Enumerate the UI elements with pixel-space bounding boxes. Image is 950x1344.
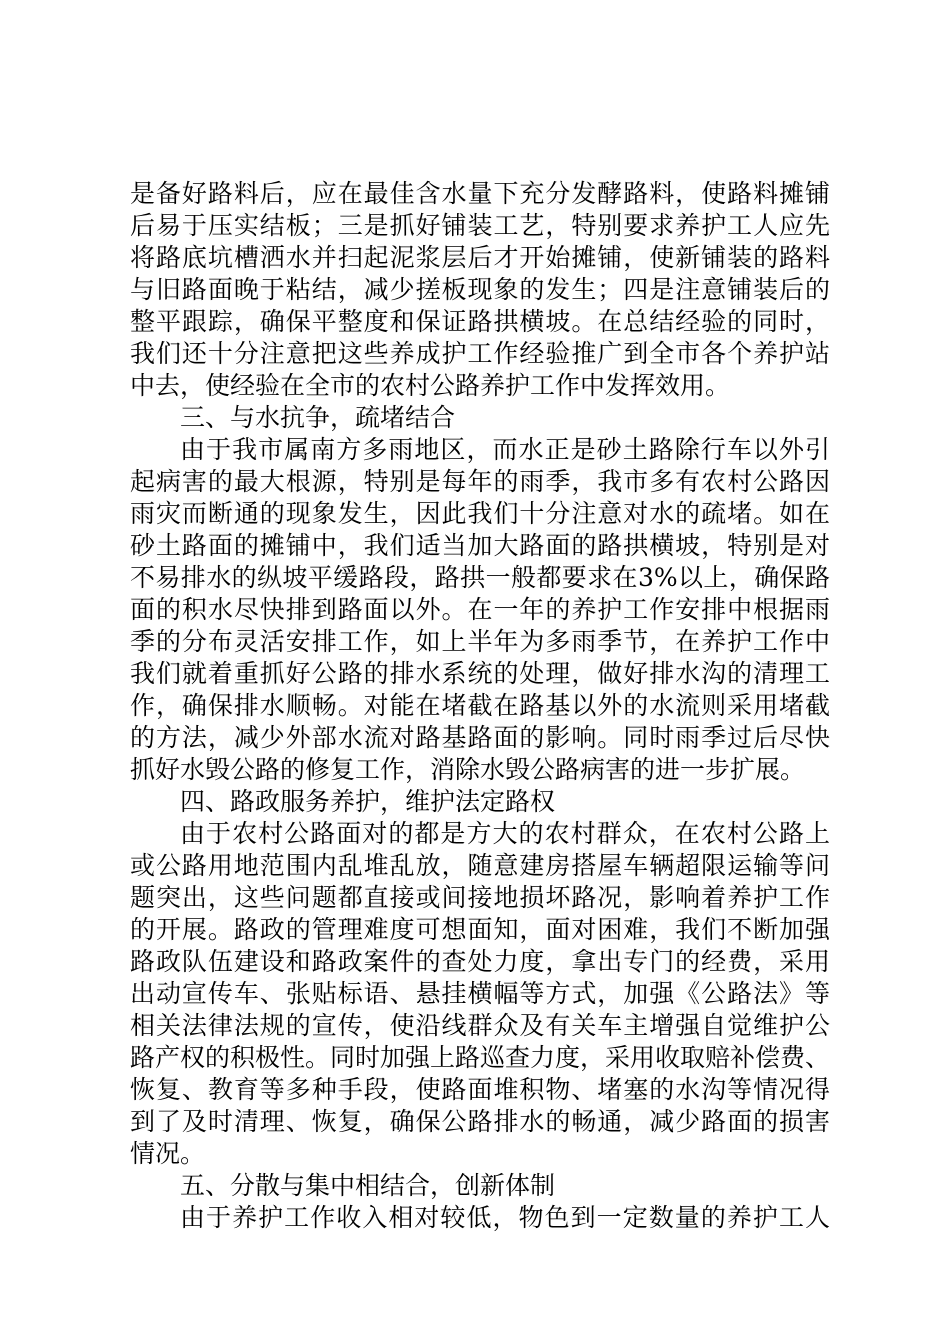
- paragraph-first-line: 由于我市属南方多雨地区，而水正是砂土路除行车以外引: [180, 435, 830, 464]
- body-text-line: 相关法律法规的宣传，使沿线群众及有关车主增强自觉维护公: [130, 1011, 830, 1040]
- body-text-line: 题突出，这些问题都直接或间接地损坏路况，影响着养护工作: [130, 883, 830, 912]
- body-text-line: 到了及时清理、恢复，确保公路排水的畅通，减少路面的损害: [130, 1107, 830, 1136]
- body-text-line: 情况。: [130, 1139, 206, 1168]
- section-heading-3: 三、与水抗争，疏堵结合: [180, 403, 456, 432]
- body-text-line: 起病害的最大根源，特别是每年的雨季，我市多有农村公路因: [130, 467, 830, 496]
- body-text-line: 砂土路面的摊铺中，我们适当加大路面的路拱横坡，特别是对: [130, 531, 830, 560]
- body-text-line: 面的积水尽快排到路面以外。在一年的养护工作安排中根据雨: [130, 595, 830, 624]
- body-text-line: 的方法，减少外部水流对路基路面的影响。同时雨季过后尽快: [130, 723, 830, 752]
- body-text-line: 中去，使经验在全市的农村公路养护工作中发挥效用。: [130, 371, 731, 400]
- body-text-line: 是备好路料后，应在最佳含水量下充分发酵路料，使路料摊铺: [130, 179, 830, 208]
- paragraph-first-line: 由于养护工作收入相对较低，物色到一定数量的养护工人: [180, 1203, 830, 1232]
- body-text-line: 出动宣传车、张贴标语、悬挂横幅等方式，加强《公路法》等: [130, 979, 830, 1008]
- body-text-line: 我们还十分注意把这些养成护工作经验推广到全市各个养护站: [130, 339, 830, 368]
- body-text-line: 路政队伍建设和路政案件的查处力度，拿出专门的经费，采用: [130, 947, 830, 976]
- body-text-line: 我们就着重抓好公路的排水系统的处理，做好排水沟的清理工: [130, 659, 830, 688]
- body-text-line: 后易于压实结板；三是抓好铺装工艺，特别要求养护工人应先: [130, 211, 830, 240]
- body-text-line: 不易排水的纵坡平缓路段，路拱一般都要求在3%以上，确保路: [130, 563, 830, 592]
- body-text-line: 整平跟踪，确保平整度和保证路拱横坡。在总结经验的同时，: [130, 307, 830, 336]
- body-text-line: 将路底坑槽洒水并扫起泥浆层后才开始摊铺，使新铺装的路料: [130, 243, 830, 272]
- section-heading-5: 五、分散与集中相结合，创新体制: [180, 1171, 556, 1200]
- body-text-line: 季的分布灵活安排工作，如上半年为多雨季节，在养护工作中: [130, 627, 830, 656]
- body-text-line: 与旧路面晚于粘结，减少搓板现象的发生；四是注意铺装后的: [130, 275, 830, 304]
- body-text-line: 路产权的积极性。同时加强上路巡查力度，采用收取赔补偿费、: [130, 1043, 831, 1072]
- body-text-line: 的开展。路政的管理难度可想面知，面对困难，我们不断加强: [130, 915, 830, 944]
- body-text-line: 或公路用地范围内乱堆乱放，随意建房搭屋车辆超限运输等问: [130, 851, 830, 880]
- body-text-line: 恢复、教育等多种手段，使路面堆积物、堵塞的水沟等情况得: [130, 1075, 830, 1104]
- body-text-line: 抓好水毁公路的修复工作，消除水毁公路病害的进一步扩展。: [130, 755, 806, 784]
- section-heading-4: 四、路政服务养护，维护法定路权: [180, 787, 556, 816]
- body-text-line: 作，确保排水顺畅。对能在堵截在路基以外的水流则采用堵截: [130, 691, 830, 720]
- body-text-line: 雨灾而断通的现象发生，因此我们十分注意对水的疏堵。如在: [130, 499, 830, 528]
- paragraph-first-line: 由于农村公路面对的都是方大的农村群众，在农村公路上: [180, 819, 830, 848]
